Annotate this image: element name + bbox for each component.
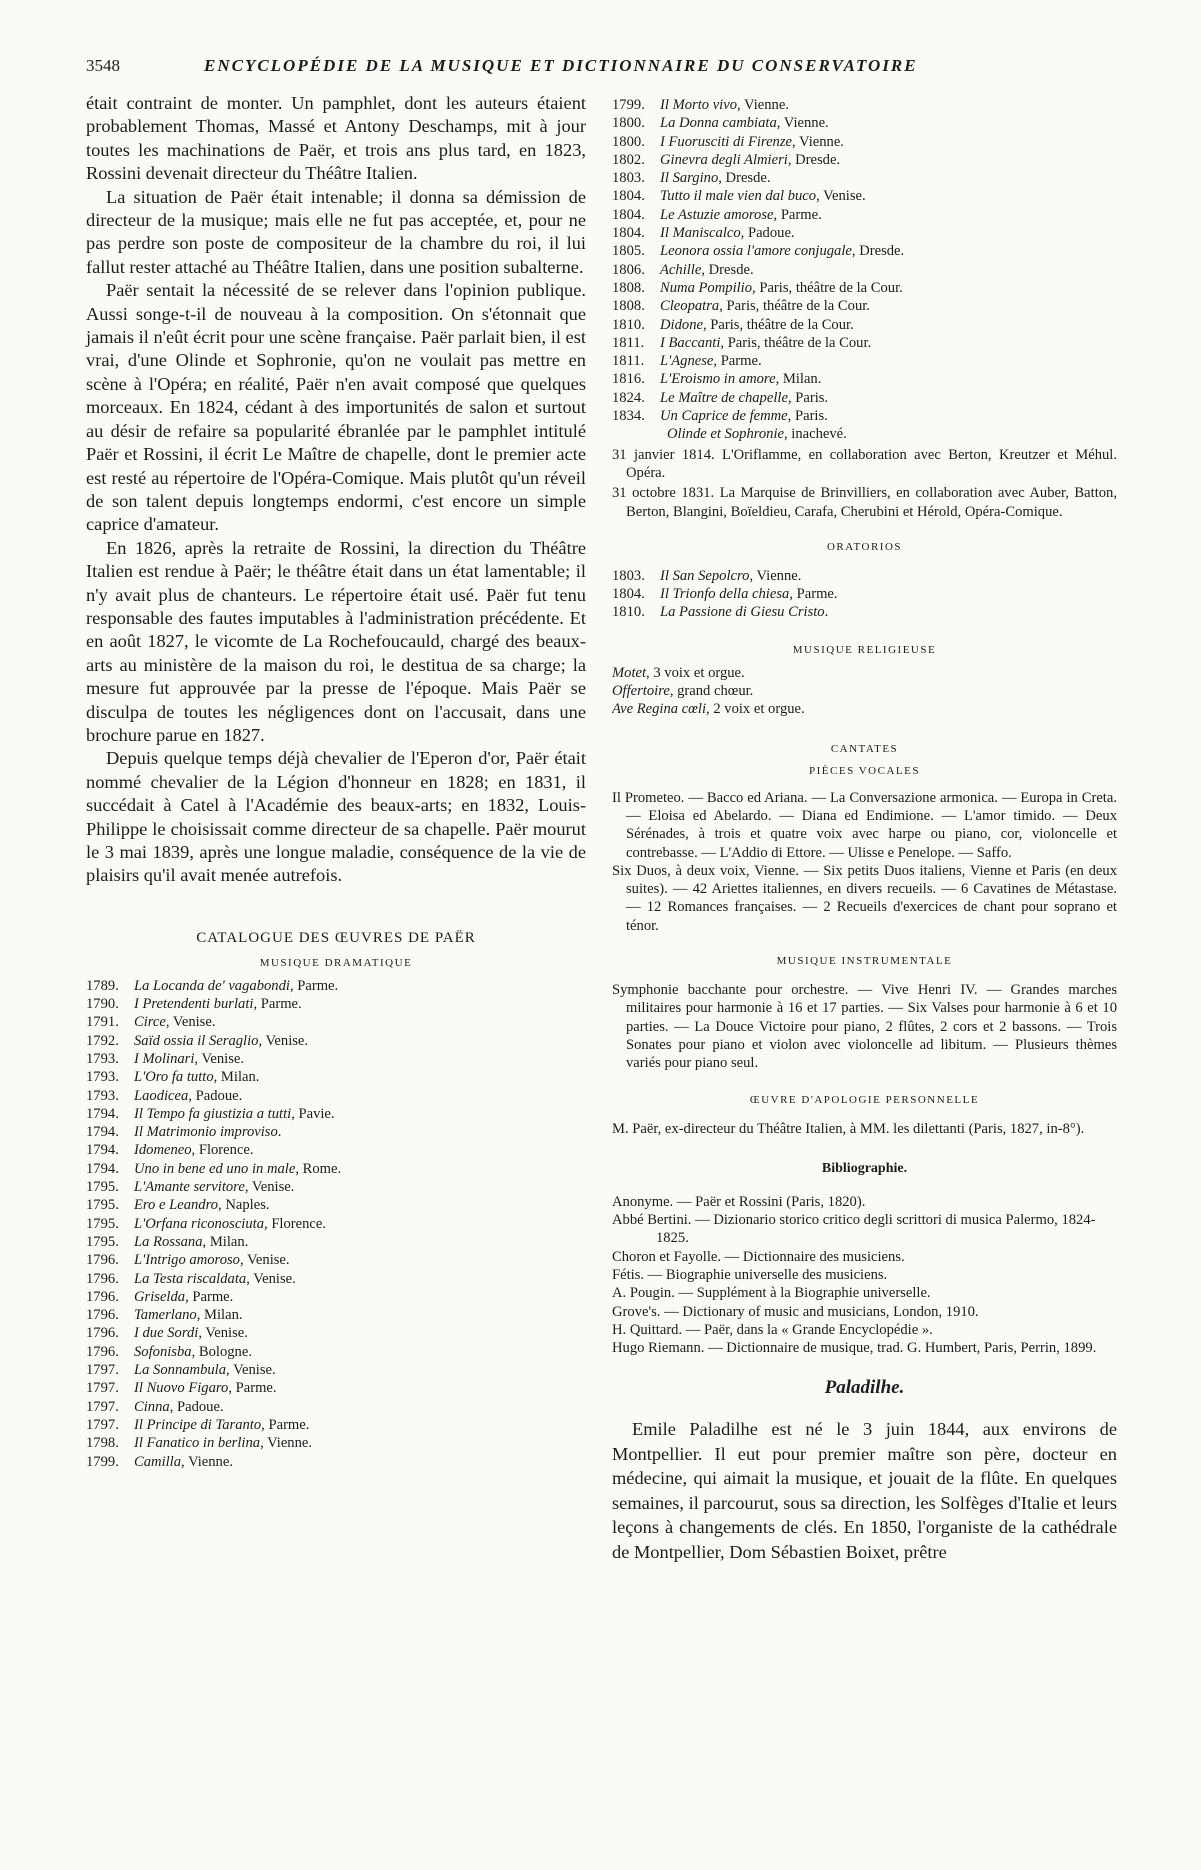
vocal-works-2: Six Duos, à deux voix, Vienne. — Six petits Duos italiens, Vienne et Paris (en deux suites). — 42 Ariettes italiennes, en divers recueils. — 6 Cavatines de Métastase. — 12 Romances françaises. — 2 Recueils d'exercices de chant pour soprano et ténor. xyxy=(612,862,1117,934)
list-item xyxy=(612,169,1117,187)
work-title: Cinna xyxy=(134,1398,170,1415)
work-place: . xyxy=(824,604,829,621)
bibliography-entry: Fétis. — Biographie universelle des musiciens. xyxy=(612,1266,888,1283)
year: 1796. xyxy=(86,1307,119,1324)
work-place: , Parme. xyxy=(253,996,302,1013)
list-item xyxy=(86,1416,586,1434)
year: 1797. xyxy=(86,1362,119,1379)
work-title: I Molinari xyxy=(134,1051,195,1067)
year: 1810. xyxy=(612,604,645,621)
year: 1794. xyxy=(86,1160,119,1177)
year: 1804. xyxy=(612,225,645,242)
list-item xyxy=(86,1032,586,1050)
paragraph: Depuis quelque temps déjà chevalier de l'Eperon d'or, Paër était nommé chevalier de la Légion d'honneur en 1828; en 1831, il succédait à Catel à l'Académie des beaux-arts; en 1832, Louis-Philippe le choisissait comme directeur de sa chapelle. Paër mourut le 3 mai 1839, après une longue maladie, conséquence de la vie de plaisirs qu'il avait menée autrefois. xyxy=(86,748,586,886)
work-title: Il Principe di Taranto xyxy=(134,1416,262,1433)
apology-work: M. Paër, ex-directeur du Théâtre Italien, à MM. les dilettanti (Paris, 1827, in-8°). xyxy=(612,1121,1085,1138)
left-column xyxy=(86,92,586,1471)
list-item xyxy=(612,334,1117,352)
work-title: Saïd ossia il Seraglio xyxy=(134,1032,259,1049)
work-title: L'Oro fa tutto xyxy=(134,1069,214,1086)
work-place: , Parme. xyxy=(228,1380,277,1397)
year: 1791. xyxy=(86,1014,119,1031)
bibliography-entry: Grove's. — Dictionary of music and musicians, London, 1910. xyxy=(612,1303,979,1320)
year: 1804. xyxy=(612,586,645,603)
work-title: Tamerlano xyxy=(134,1307,197,1324)
list-item xyxy=(86,1251,586,1269)
work-title: Il Maniscalco xyxy=(660,225,741,242)
year: 1796. xyxy=(86,1288,119,1305)
year: 1797. xyxy=(86,1416,119,1433)
list-item xyxy=(612,297,1117,315)
work-title: Tutto il male vien dal buco xyxy=(660,188,817,205)
work-title: Sofonisba xyxy=(134,1343,192,1360)
work-place: , Padoue. xyxy=(740,225,795,242)
list-item xyxy=(86,1105,586,1123)
year: 1794. xyxy=(86,1142,119,1159)
year: 1796. xyxy=(86,1252,119,1269)
vocal-works-1: Il Prometeo. — Bacco ed Ariana. — La Conversazione armonica. — Europa in Creta. — Eloisa ed Abelardo. — Diana ed Endimione. — L'amor timido. — Deux Sérénades, à trois et quatre voix avec harpe ou piano, cor, violoncelle et contrebasse. — L'Addio di Ettore. — Ulisse e Penelope. — Saffo. xyxy=(612,789,1117,861)
work-place: , Venise. xyxy=(258,1032,309,1049)
work-title: Le Maître de chapelle xyxy=(660,389,788,406)
instrumental-works: Symphonie bacchante pour orchestre. — Vive Henri IV. — Grandes marches militaires pour harmonie à 16 et 17 parties. — Six Valses pour harmonie à 6 et 10 parties. — La Douce Victoire pour piano, 2 flûtes, 2 cors et 2 bassons. — Trois Sonates pour piano et violon avec violoncelle ad libitum. — Plusieurs thèmes variés pour piano seul. xyxy=(612,981,1117,1072)
unfinished-work xyxy=(612,425,1117,443)
work-place: , Venise. xyxy=(194,1051,244,1067)
work-title: Il San Sepolcro xyxy=(660,567,750,584)
work-title: Camilla xyxy=(134,1453,182,1470)
list-item xyxy=(86,1324,586,1342)
work-place: , Vienne. xyxy=(260,1435,313,1452)
list-item xyxy=(612,261,1117,279)
work-place: , Milan. xyxy=(213,1069,260,1086)
work-title: La Sonnambula xyxy=(134,1362,227,1379)
work-place: , Paris, théâtre de la Cour. xyxy=(752,279,903,296)
bibliography-entry: H. Quittard. — Paër, dans la « Grande Encyclopédie ». xyxy=(612,1321,933,1338)
work-title: Ave Regina cœli xyxy=(612,701,707,718)
work-place: , Vienne. xyxy=(776,115,829,132)
year: 1793. xyxy=(86,1087,119,1104)
work-place: , Dresde. xyxy=(701,261,754,278)
list-item xyxy=(612,389,1117,407)
work-place: , Florence. xyxy=(264,1215,327,1232)
work-place: , Venise. xyxy=(239,1252,290,1269)
work-title: Un Caprice de femme xyxy=(660,408,788,425)
work-place: , Parme. xyxy=(185,1288,234,1305)
oratorios-list xyxy=(612,567,1117,622)
section-heading-religious: MUSIQUE RELIGIEUSE xyxy=(792,643,937,656)
list-item xyxy=(86,1068,586,1086)
year: 1796. xyxy=(86,1343,119,1360)
work-place: , Florence. xyxy=(191,1142,254,1159)
year: 1796. xyxy=(86,1270,119,1287)
running-title: ENCYCLOPÉDIE DE LA MUSIQUE ET DICTIONNAIRE DU CONSERVATOIRE xyxy=(204,56,918,75)
list-item xyxy=(612,352,1117,370)
list-item xyxy=(86,1233,586,1251)
year: 1799. xyxy=(612,97,645,113)
year: 1800. xyxy=(612,133,645,150)
list-item xyxy=(612,585,1117,603)
section-heading-apology: ŒUVRE D'APOLOGIE PERSONNELLE xyxy=(749,1094,980,1107)
work-title: La Rossana xyxy=(134,1233,203,1250)
list-item xyxy=(86,1141,586,1159)
work-place: , Vienne. xyxy=(792,133,844,150)
work-place: , Venise. xyxy=(246,1270,296,1287)
collaboration-2: 31 octobre 1831. La Marquise de Brinvilliers, en collaboration avec Auber, Batton, Berton, Blangini, Boïeldieu, Carafa, Cherubini et Hérold, Opéra-Comique. xyxy=(612,485,1117,520)
work-title: L'Eroismo in amore xyxy=(660,371,776,388)
bibliography-heading: Bibliographie. xyxy=(821,1160,908,1176)
work-title: Il Morto vivo xyxy=(660,97,738,113)
list-item xyxy=(86,1050,586,1068)
list-item xyxy=(86,1361,586,1379)
list-item xyxy=(86,1123,586,1141)
work-place: , Milan. xyxy=(196,1307,243,1324)
section-heading-instrumental: MUSIQUE INSTRUMENTALE xyxy=(776,954,953,967)
work-place: , Milan. xyxy=(775,371,822,388)
work-place: , Padoue. xyxy=(169,1398,224,1415)
bibliography-list xyxy=(612,1193,1117,1358)
year: 1834. xyxy=(612,408,645,425)
year: 1797. xyxy=(86,1398,119,1415)
paer-biography xyxy=(86,92,586,888)
work-place: , Venise. xyxy=(816,188,866,205)
year: 1803. xyxy=(612,567,645,584)
work-place: , Paris, théâtre de la Cour. xyxy=(720,334,872,351)
work-place: , Dresde. xyxy=(851,243,905,260)
year: 1789. xyxy=(86,977,119,994)
work-title: Motet xyxy=(612,664,647,681)
bibliography-entry: Anonyme. — Paër et Rossini (Paris, 1820). xyxy=(612,1193,866,1210)
work-place: , Milan. xyxy=(202,1233,249,1250)
work-detail: , 3 voix et orgue. xyxy=(646,664,745,681)
list-item xyxy=(86,1434,586,1452)
work-title: L'Orfana riconosciuta xyxy=(134,1215,265,1232)
collaboration-1: 31 janvier 1814. L'Oriflamme, en collaboration avec Berton, Kreutzer et Méhul. Opéra. xyxy=(612,446,1117,481)
work-place: , Naples. xyxy=(218,1197,270,1214)
work-title: I Baccanti xyxy=(660,334,721,351)
section-heading-vocal: PIÈCES VOCALES xyxy=(809,764,920,777)
list-item xyxy=(612,664,1117,682)
year: 1793. xyxy=(86,1051,119,1067)
year: 1795. xyxy=(86,1197,119,1214)
work-place: , Bologne. xyxy=(191,1343,252,1360)
work-place: , Vienne. xyxy=(749,567,802,584)
work-place: , Dresde. xyxy=(718,170,771,187)
paragraph: Paër sentait la nécessité de se relever dans l'opinion publique. Aussi songe-t-il de nouveau à la composition. On s'étonnait que jamais il n'eût écrit pour une scène française. Paër parlait bien, il est vrai, d'une Olinde et Sophronie, qu'on ne voulait pas mettre en scène à l'Opéra; en réalité, Paër n'en avait composé que quelques morceaux. En 1824, cédant à des importunités de salon et surtout au désir de refaire sa popularité ébranlée par le pamphlet intitulé Paër et Rossini, il écrit Le Maître de chapelle, dont le premier acte est resté au répertoire de l'Opéra-Comique. Mais plutôt qu'un réveil de son talent depuis longtemps endormi, c'est encore un simple caprice d'amateur. xyxy=(86,280,586,535)
list-item xyxy=(612,603,1117,621)
list-item xyxy=(612,279,1117,297)
year: 1808. xyxy=(612,279,645,296)
work-title: I Fuorusciti di Firenze xyxy=(660,133,792,150)
work-title: La Testa riscaldata xyxy=(134,1270,247,1287)
work-detail: , grand chœur. xyxy=(669,683,754,700)
list-item xyxy=(612,316,1117,334)
list-item xyxy=(86,1087,586,1105)
work-place: , Paris, théâtre de la Cour. xyxy=(702,316,854,333)
work-place: , Parme. xyxy=(773,206,822,223)
year: 1806. xyxy=(612,261,645,278)
section-heading-cantatas: CANTATES xyxy=(830,742,899,755)
year: 1795. xyxy=(86,1215,119,1232)
work-title: Ero e Leandro xyxy=(134,1197,219,1214)
dramatic-works-list xyxy=(86,977,586,1471)
year: 1792. xyxy=(86,1032,119,1049)
year: 1802. xyxy=(612,151,645,168)
list-item xyxy=(612,224,1117,242)
paragraph: Emile Paladilhe est né le 3 juin 1844, aux environs de Montpellier. Il eut pour premier maître son père, docteur en médecine, qui aimait la musique, et jouait de la flûte. En quelques semaines, il parcourut, sous sa direction, les Solfèges d'Italie et leurs leçons à changements de clés. En 1850, l'organiste de la cathédrale de Montpellier, Dom Sébastien Boixet, prêtre xyxy=(612,1419,1117,1562)
work-place: , Paris. xyxy=(787,408,828,425)
work-title: La Locanda de' vagabondi xyxy=(134,977,290,994)
list-item xyxy=(86,1453,586,1471)
list-item xyxy=(612,114,1117,132)
work-title: Numa Pompilio xyxy=(660,279,753,296)
list-item xyxy=(612,151,1117,169)
work-title: Il Nuovo Figaro xyxy=(134,1380,229,1397)
list-item xyxy=(612,370,1117,388)
work-place: , Parme. xyxy=(261,1416,310,1433)
work-place: , Vienne. xyxy=(181,1453,233,1470)
work-title: Le Astuzie amorose xyxy=(660,206,774,223)
list-item xyxy=(612,187,1117,205)
year: 1798. xyxy=(86,1435,119,1452)
right-column xyxy=(612,96,1117,1564)
year: 1794. xyxy=(86,1105,119,1122)
list-item xyxy=(612,96,1117,114)
work-title: L'Agnese xyxy=(660,353,714,370)
work-place: , Paris. xyxy=(787,389,829,406)
work-title: Il Tempo fa giustizia a tutti xyxy=(134,1105,292,1122)
page-number: 3548 xyxy=(86,56,120,75)
work-title: Achille xyxy=(660,261,702,278)
work-title: Cleopatra xyxy=(660,298,720,315)
list-item xyxy=(612,682,1117,700)
work-title: Ginevra degli Almieri xyxy=(660,151,788,168)
list-item xyxy=(86,1379,586,1397)
year: 1797. xyxy=(86,1380,119,1397)
bibliography-entry: Hugo Riemann. — Dictionnaire de musique, trad. G. Humbert, Paris, Perrin, 1899. xyxy=(612,1340,1097,1357)
work-place: , Venise. xyxy=(226,1362,276,1379)
work-place: , Venise. xyxy=(165,1014,216,1031)
work-place: , Venise. xyxy=(244,1179,295,1196)
year: 1800. xyxy=(612,115,645,132)
list-item xyxy=(86,1398,586,1416)
dramatic-works-list-continued xyxy=(612,96,1117,425)
work-place: , Parme. xyxy=(289,977,339,994)
work-title: Laodicea xyxy=(134,1087,189,1104)
list-item xyxy=(86,1160,586,1178)
work-title: La Passione di Giesu Cristo xyxy=(660,604,825,621)
year: 1810. xyxy=(612,316,645,333)
year: 1805. xyxy=(612,243,645,260)
work-title: La Donna cambiata xyxy=(660,115,777,132)
year: 1816. xyxy=(612,371,645,388)
paragraph: En 1826, après la retraite de Rossini, la direction du Théâtre Italien est rendue à Paër; le théâtre était dans un état lamentable; il n'y avait plus de chanteurs. Le répertoire était usé. Paër fut tenu responsable des fautes imputables à l'administration précédente. Et en août 1827, le vicomte de La Rochefoucauld, chargé des beaux-arts au ministère de la maison du roi, le destitua de sa charge; la mesure fut approuvée par la presse de l'époque. Mais Paër se disculpa de toutes les négligences dont on l'accusait, dans une brochure parue en 1827. xyxy=(86,537,586,745)
list-item xyxy=(612,133,1117,151)
work-title: Didone xyxy=(660,316,703,333)
work-detail: , 2 voix et orgue. xyxy=(706,701,805,718)
list-item xyxy=(612,206,1117,224)
work-title: L'Amante servitore xyxy=(134,1179,245,1196)
list-item xyxy=(86,1178,586,1196)
list-item xyxy=(86,1288,586,1306)
work-title: Idomeneo xyxy=(134,1142,192,1159)
work-place: , Padoue. xyxy=(188,1087,243,1104)
section-heading-dramatic: MUSIQUE DRAMATIQUE xyxy=(259,956,413,969)
work-place: , Rome. xyxy=(295,1160,342,1177)
work-title: Il Sargino xyxy=(660,170,719,187)
work-place: , Parme. xyxy=(713,353,762,370)
paladilhe-biography xyxy=(612,1417,1117,1564)
running-header xyxy=(86,56,1114,78)
year: 1804. xyxy=(612,206,645,223)
list-item xyxy=(86,995,586,1013)
list-item xyxy=(86,977,586,995)
list-item xyxy=(612,700,1117,718)
work-title: Il Matrimonio improviso xyxy=(134,1124,278,1141)
work-title: I due Sordi xyxy=(134,1325,199,1342)
year: 1824. xyxy=(612,389,645,406)
work-place: , Paris, théâtre de la Cour. xyxy=(719,298,870,315)
work-title: Il Fanatico in berlina xyxy=(134,1435,261,1452)
year: 1793. xyxy=(86,1069,119,1086)
work-title: Offertoire xyxy=(612,683,670,700)
year: 1811. xyxy=(612,334,645,351)
year: 1795. xyxy=(86,1179,119,1196)
work-place: , Vienne. xyxy=(737,97,789,113)
list-item xyxy=(86,1215,586,1233)
religious-list xyxy=(612,664,1117,719)
year: 1808. xyxy=(612,298,645,315)
year: 1799. xyxy=(86,1453,119,1470)
bibliography-entry: A. Pougin. — Supplément à la Biographie universelle. xyxy=(612,1285,931,1302)
list-item xyxy=(612,567,1117,585)
work-place: . xyxy=(277,1124,282,1141)
year: 1794. xyxy=(86,1124,119,1141)
work-title: I Pretendenti burlati xyxy=(134,996,254,1013)
year: 1804. xyxy=(612,188,645,205)
paragraph: La situation de Paër était intenable; il donna sa démission de directeur de la musique; mais elle ne fut pas acceptée, et, pour ne pas perdre son poste de compositeur de la chambre du roi, il lui fallut rester attaché au Théâtre Italien, dans une position subalterne. xyxy=(86,186,586,277)
work-title: Il Trionfo della chiesa xyxy=(660,586,790,603)
list-item xyxy=(86,1343,586,1361)
catalogue-title: CATALOGUE DES ŒUVRES DE PAËR xyxy=(196,929,476,946)
list-item xyxy=(86,1196,586,1214)
bibliography-entry: Abbé Bertini. — Dizionario storico critico degli scrittori di musica Palermo, 1824-1825. xyxy=(612,1212,1096,1247)
list-item: Olinde et Sophronie, inachevé. xyxy=(667,426,847,443)
section-heading-oratorios: ORATORIOS xyxy=(826,540,903,553)
work-title: Griselda xyxy=(134,1288,186,1305)
list-item xyxy=(612,407,1117,425)
work-title: L'Intrigo amoroso xyxy=(134,1252,240,1269)
bibliography-entry: Choron et Fayolle. — Dictionnaire des musiciens. xyxy=(612,1248,905,1265)
work-title: Uno in bene ed uno in male xyxy=(134,1160,296,1177)
year: 1796. xyxy=(86,1325,119,1342)
list-item xyxy=(612,242,1117,260)
paragraph: était contraint de monter. Un pamphlet, dont les auteurs étaient probablement Thomas, Massé et Antony Deschamps, mit à jour toutes les machinations de Paër, et trois ans plus tard, en 1823, Rossini devenait directeur du Théâtre Italien. xyxy=(86,93,586,184)
list-item xyxy=(86,1270,586,1288)
paladilhe-heading: Paladilhe. xyxy=(824,1377,905,1399)
work-title: Leonora ossia l'amore conjugale xyxy=(660,243,852,260)
year: 1795. xyxy=(86,1233,119,1250)
year: 1790. xyxy=(86,996,119,1013)
list-item xyxy=(86,1013,586,1031)
year: 1811. xyxy=(612,353,645,370)
work-place: , Dresde. xyxy=(787,151,841,168)
work-place: , Parme. xyxy=(789,586,838,603)
work-title: Circe xyxy=(134,1014,166,1031)
work-place: , Venise. xyxy=(198,1325,248,1342)
year: 1803. xyxy=(612,170,645,187)
work-place: , Pavie. xyxy=(291,1105,335,1122)
list-item xyxy=(86,1306,586,1324)
